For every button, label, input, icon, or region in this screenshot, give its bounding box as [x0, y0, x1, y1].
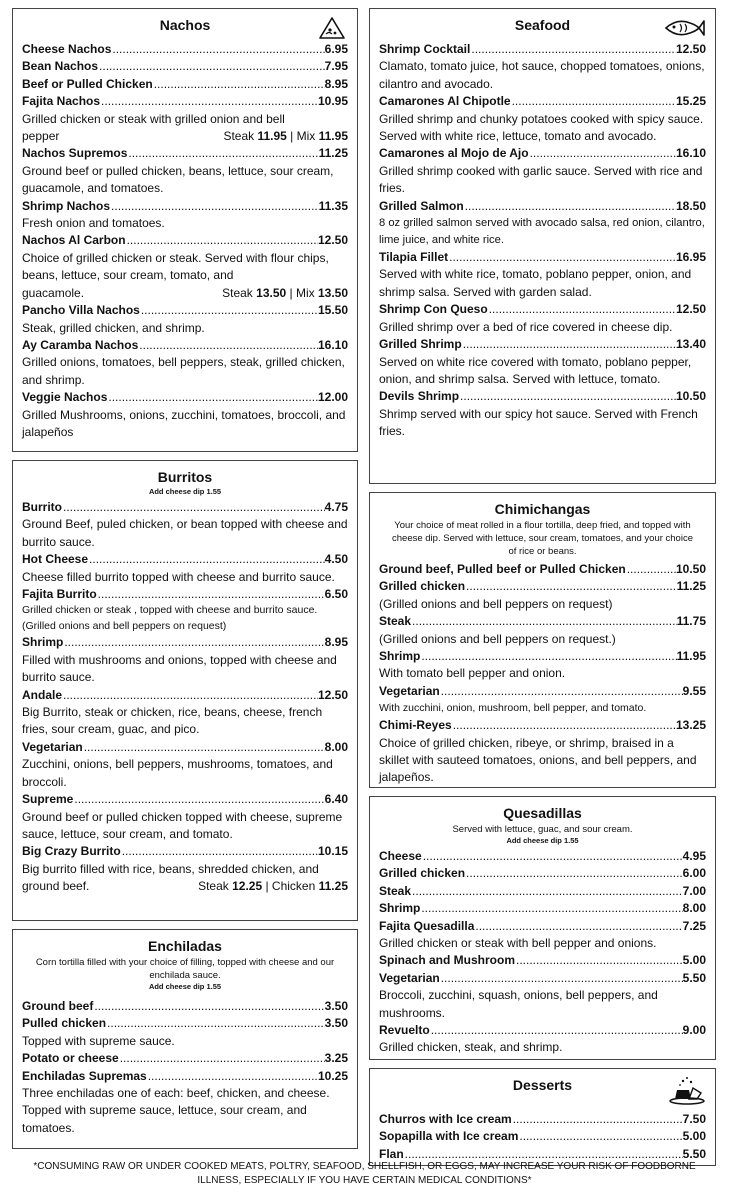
item-name: Steak ..... [379, 613, 677, 630]
item-description: Topped with supreme sauce. [22, 1033, 175, 1048]
enchiladas-section [12, 929, 358, 1149]
menu-item [379, 145, 706, 162]
item-description: With tomato bell pepper and onion. [379, 666, 566, 681]
item-description: Grilled shrimp and chunky potatoes cooked with spicy sauce. Served with white rice, lettuce, tomato and avocado. [379, 111, 704, 144]
item-description: Ground beef or pulled chicken, beans, lettuce, sour cream, guacamole, and tomatoes. [22, 163, 334, 196]
chimichangas-title: Chimichangas [494, 501, 591, 517]
item-price: 5.00 [682, 953, 706, 968]
option-label: Steak [198, 879, 233, 894]
item-name: Shrimp ..... [379, 900, 683, 917]
item-name: Camarones al Mojo de Ajo ..... [379, 145, 676, 162]
item-price: 16.10 [317, 337, 348, 352]
menu-item [22, 41, 348, 58]
nachos-section [12, 8, 358, 452]
option-price: 11.95 [318, 129, 348, 144]
menu-item [379, 848, 706, 865]
menu-item [379, 336, 706, 353]
menu-item [379, 41, 706, 58]
item-name: Burrito ..... [22, 499, 325, 516]
item-price: 8.00 [324, 739, 348, 754]
item-description: Big burrito filled with rice, beans, shredded chicken, and [22, 861, 319, 876]
item-price: 5.00 [682, 1129, 706, 1144]
menu-item [379, 900, 706, 917]
item-description: Grilled shrimp over a bed of rice covered in cheese dip. [379, 319, 673, 334]
item-price: 11.75 [676, 614, 706, 629]
item-description: Grilled chicken or steak with grilled onion and bell [22, 111, 285, 126]
item-name: Enchiladas Supremas ..... [22, 1068, 318, 1085]
option-label: | Mix [286, 129, 319, 144]
menu-item [379, 1111, 706, 1128]
item-price: 9.00 [682, 1023, 706, 1038]
price-options [223, 128, 348, 145]
item-name: Shrimp Nachos ..... [22, 198, 319, 215]
item-name: Churros with Ice cream ..... [379, 1111, 683, 1128]
item-name: Ground beef, Pulled beef or Pulled Chicken ..... [379, 561, 676, 578]
item-name: Shrimp Con Queso ..... [379, 301, 676, 318]
item-price: 11.95 [676, 649, 706, 664]
item-name: Beef or Pulled Chicken ..... [22, 76, 325, 93]
item-price: 11.25 [318, 146, 348, 161]
item-description: Zucchini, onions, bell peppers, mushrooms, tomatoes, and broccoli. [22, 757, 333, 789]
item-price: 11.35 [318, 198, 348, 213]
item-name: Fajita Quesadilla ..... [379, 918, 683, 935]
item-description-end: guacamole. [22, 285, 85, 300]
menu-item [22, 1068, 348, 1085]
price-options [198, 878, 348, 895]
desserts-section [369, 1068, 716, 1166]
option-price: 13.50 [317, 285, 348, 300]
menu-item [379, 578, 706, 595]
item-name: Grilled Salmon ..... [379, 198, 676, 215]
item-name: Fajita Burrito ..... [22, 586, 325, 603]
enchiladas-title: Enchiladas [148, 938, 222, 954]
item-description: Grilled shrimp cooked with garlic sauce. Served with rice and fries. [379, 163, 703, 196]
item-price: 4.95 [682, 849, 706, 863]
item-price: 5.50 [682, 970, 706, 985]
item-price: 7.00 [682, 883, 706, 898]
item-description: Choice of grilled chicken, ribeye, or shrimp, braised in a skillet with sauteed tomatoes, onions, and bell peppers, and jalapeños. [379, 735, 697, 785]
item-name: Hot Cheese ..... [22, 551, 325, 568]
menu-item [379, 952, 706, 969]
item-price: 9.55 [682, 683, 706, 698]
item-name: Bean Nachos ..... [22, 58, 325, 75]
item-description-line [22, 128, 348, 145]
item-name: Ground beef ..... [22, 998, 325, 1015]
item-description: With zucchini, onion, mushroom, bell pepper, and tomato. [379, 702, 647, 715]
menu-item [22, 389, 348, 406]
item-name: Shrimp ..... [22, 634, 325, 651]
item-name: Cheese ..... [379, 848, 683, 865]
menu-item [379, 717, 706, 734]
menu-item [22, 58, 348, 75]
menu-item [379, 865, 706, 882]
item-name: Flan ..... [379, 1146, 683, 1163]
menu-item [22, 687, 348, 704]
seafood-section [369, 8, 716, 484]
item-price: 4.50 [324, 552, 348, 567]
item-name: Grilled Shrimp ..... [379, 336, 676, 353]
item-description-end: ground beef. [22, 879, 90, 894]
health-disclaimer [0, 1160, 729, 1187]
item-name: Revuelto ..... [379, 1022, 683, 1039]
item-name: Pancho Villa Nachos ..... [22, 302, 318, 319]
item-price: 11.25 [676, 579, 706, 594]
option-label: Steak [222, 285, 257, 300]
item-price: 16.95 [675, 250, 706, 265]
item-name: Potato or cheese ..... [22, 1050, 325, 1067]
item-description: Grilled chicken, steak, and shrimp. [379, 1040, 563, 1055]
seafood-title: Seafood [514, 17, 571, 33]
menu-item [379, 1128, 706, 1145]
quesadillas-title: Quesadillas [503, 805, 582, 821]
add-cheese-note: Add cheese dip 1.55 [506, 836, 579, 845]
item-price: 12.50 [675, 42, 706, 56]
left-column [12, 8, 358, 1149]
price-options [222, 285, 348, 302]
menu-item [22, 232, 348, 249]
option-label: Steak [223, 129, 258, 144]
add-cheese-note: Add cheese dip 1.55 [148, 982, 222, 991]
item-name: Vegetarian ..... [379, 683, 683, 700]
menu-item [22, 551, 348, 568]
menu-item [22, 145, 348, 162]
item-price: 7.50 [682, 1112, 706, 1126]
menu-item [379, 970, 706, 987]
item-name: Spinach and Mushroom ..... [379, 952, 683, 969]
menu-item [379, 249, 706, 266]
item-price: 3.50 [324, 1016, 348, 1031]
menu-item [22, 739, 348, 756]
item-price: 5.50 [682, 1146, 706, 1161]
item-price: 10.25 [317, 1068, 348, 1083]
item-description: 8 oz grilled salmon served with avocado salsa, red onion, cilantro, lime juice, and white rice. [379, 217, 705, 247]
item-description: Served with white rice, tomato, poblano pepper, onion, and shrimp salsa. Served with garden salad. [379, 267, 692, 299]
menu-item [379, 648, 706, 665]
menu-item [22, 791, 348, 808]
item-name: Ay Caramba Nachos ..... [22, 337, 318, 354]
right-column [369, 8, 716, 1166]
burritos-title: Burritos [157, 469, 213, 485]
item-description: Served on white rice covered with tomato, poblano pepper, onion, and shrimp salsa. Served with lettuce, tomato. [379, 354, 692, 386]
menu-item [379, 93, 706, 110]
menu-item [379, 613, 706, 630]
item-price: 12.50 [317, 233, 348, 248]
item-description: Steak, grilled chicken, and shrimp. [22, 320, 205, 335]
menu-item [379, 198, 706, 215]
item-name: Grilled chicken ..... [379, 865, 683, 882]
item-name: Supreme ..... [22, 791, 325, 808]
item-description-line [22, 878, 348, 895]
add-cheese-note: Add cheese dip 1.55 [148, 487, 222, 496]
menu-item [22, 1050, 348, 1067]
section-note: Served with lettuce, guac, and sour cream. [452, 824, 633, 835]
item-price: 10.50 [675, 389, 706, 404]
item-price: 10.50 [675, 562, 706, 576]
item-name: Grilled chicken ..... [379, 578, 677, 595]
chimichangas-section [369, 492, 716, 788]
item-name: Pulled chicken ..... [22, 1015, 325, 1032]
item-price: 12.50 [317, 687, 348, 702]
menu-item [379, 683, 706, 700]
menu-item [22, 198, 348, 215]
menu-item [22, 302, 348, 319]
menu-item [22, 93, 348, 110]
item-price: 13.25 [675, 718, 706, 733]
item-name: Chimi-Reyes ..... [379, 717, 676, 734]
menu-item [22, 843, 348, 860]
item-price: 6.40 [324, 792, 348, 807]
item-description: Shrimp served with our spicy hot sauce. Served with French fries. [379, 406, 698, 439]
item-name: Vegetarian ..... [379, 970, 683, 987]
item-price: 12.00 [317, 390, 348, 405]
menu-item [22, 337, 348, 354]
menu-item [379, 388, 706, 405]
item-name: Big Crazy Burrito ..... [22, 843, 318, 860]
option-label: | Chicken [262, 879, 319, 894]
section-note: Corn tortilla filled with your choice of filling, topped with cheese and our enchilada sauce. [35, 957, 335, 981]
item-price: 16.10 [675, 146, 706, 161]
item-price: 7.95 [324, 59, 348, 74]
menu-item [379, 918, 706, 935]
option-price: 13.50 [256, 285, 287, 300]
item-description: Choice of grilled chicken or steak. Served with flour chips, beans, lettuce, sour cream, tomato, and [22, 250, 329, 283]
disclaimer-line: ILLNESS, ESPECIALLY IF YOU HAVE CERTAIN MEDICAL CONDITIONS* [197, 1174, 532, 1186]
item-name: Camarones Al Chipotle ..... [379, 93, 676, 110]
item-name: Cheese Nachos ..... [22, 41, 325, 58]
item-description: Grilled onions, tomatoes, bell peppers, steak, grilled chicken, and shrimp. [22, 355, 345, 387]
item-price: 10.15 [317, 844, 348, 859]
item-description: (Grilled onions and bell peppers on request.) [379, 631, 616, 646]
menu-item [22, 586, 348, 603]
burritos-section [12, 460, 358, 921]
item-description: Ground Beef, puled chicken, or bean topped with cheese and burrito sauce. [22, 517, 348, 549]
disclaimer-line: *CONSUMING RAW OR UNDER COOKED MEATS, POLTRY, SEAFOOD, SHELLFISH, OR EGGS, MAY INCREASE YOUR RISK OF FOODBORNE [33, 1161, 696, 1172]
item-description: Cheese filled burrito topped with cheese and burrito sauce. [22, 569, 335, 584]
item-name: Tilapia Fillet ..... [379, 249, 676, 266]
item-price: 15.25 [675, 94, 706, 109]
item-name: Devils Shrimp ..... [379, 388, 676, 405]
item-price: 6.50 [324, 587, 348, 602]
item-price: 13.40 [675, 337, 706, 352]
item-description: Broccoli, zucchini, squash, onions, bell peppers, and mushrooms. [379, 988, 658, 1020]
item-price: 3.25 [324, 1051, 348, 1066]
menu-item [22, 998, 348, 1015]
section-note: Your choice of meat rolled in a flour tortilla, deep fried, and topped with cheese dip. Served with lettuce, sour cream, tomatoes, and your choice of rice or beans. [392, 520, 693, 557]
menu-item [22, 76, 348, 93]
item-price: 8.00 [682, 901, 706, 916]
dessert-plate-icon [667, 1075, 707, 1105]
item-name: Shrimp ..... [379, 648, 677, 665]
desserts-title: Desserts [512, 1077, 573, 1093]
menu-item [22, 499, 348, 516]
menu-item [379, 561, 706, 578]
item-price: 10.95 [317, 94, 348, 109]
item-price: 3.50 [324, 999, 348, 1013]
menu-item [22, 634, 348, 651]
item-description: Clamato, tomato juice, hot sauce, chopped tomatoes, onions, cilantro and avocado. [379, 59, 705, 91]
menu-item [379, 301, 706, 318]
item-price: 8.95 [324, 635, 348, 650]
item-description: Filled with mushrooms and onions, topped with cheese and burrito sauce. [22, 652, 337, 685]
item-description: (Grilled onions and bell peppers on request) [379, 596, 613, 611]
item-price: 12.50 [675, 302, 706, 317]
option-price: 12.25 [232, 879, 263, 894]
item-description: Grilled chicken or steak with bell pepper and onions. [379, 936, 657, 951]
item-name: Steak ..... [379, 883, 683, 900]
item-name: Shrimp Cocktail ..... [379, 41, 676, 58]
option-price: 11.25 [318, 879, 348, 894]
option-label: | Mix [286, 285, 318, 300]
item-price: 18.50 [675, 198, 706, 213]
item-price: 6.95 [324, 42, 348, 56]
item-name: Fajita Nachos ..... [22, 93, 318, 110]
item-name: Sopapilla with Ice cream ..... [379, 1128, 683, 1145]
item-name: Vegetarian ..... [22, 739, 325, 756]
item-price: 8.95 [324, 76, 348, 91]
item-price: 6.00 [682, 866, 706, 881]
item-name: Nachos Al Carbon ..... [22, 232, 318, 249]
item-price: 7.25 [682, 918, 706, 933]
item-description: Ground beef or pulled chicken topped with cheese, supreme sauce, lettuce, sour cream, and tomato. [22, 809, 343, 841]
menu-item [22, 1015, 348, 1032]
item-price: 15.50 [317, 303, 348, 318]
item-description: Grilled chicken or steak , topped with cheese and burrito sauce. (Grilled onions and bell peppers on request) [22, 604, 318, 632]
option-price: 11.95 [257, 129, 287, 144]
item-price: 4.75 [324, 500, 348, 514]
nachos-chip-icon [317, 15, 347, 41]
item-name: Veggie Nachos ..... [22, 389, 318, 406]
item-description-end: pepper [22, 129, 60, 144]
item-description: Three enchiladas one of each: beef, chicken, and cheese. Topped with supreme sauce, lettuce, sour cream, and tomatoes. [22, 1086, 330, 1135]
menu-item [379, 1022, 706, 1039]
item-name: Andale ..... [22, 687, 318, 704]
nachos-title: Nachos [159, 17, 211, 33]
item-name: Nachos Supremos ..... [22, 145, 319, 162]
item-description: Fresh onion and tomatoes. [22, 216, 165, 231]
item-description: Big Burrito, steak or chicken, rice, beans, cheese, french fries, sour cream, guac, and pico. [22, 705, 323, 737]
item-description-line [22, 285, 348, 302]
fish-icon [663, 17, 705, 39]
menu-item [379, 883, 706, 900]
item-description: Grilled Mushrooms, onions, zucchini, tomatoes, broccoli, and jalapeños [22, 407, 346, 439]
quesadillas-section [369, 796, 716, 1060]
